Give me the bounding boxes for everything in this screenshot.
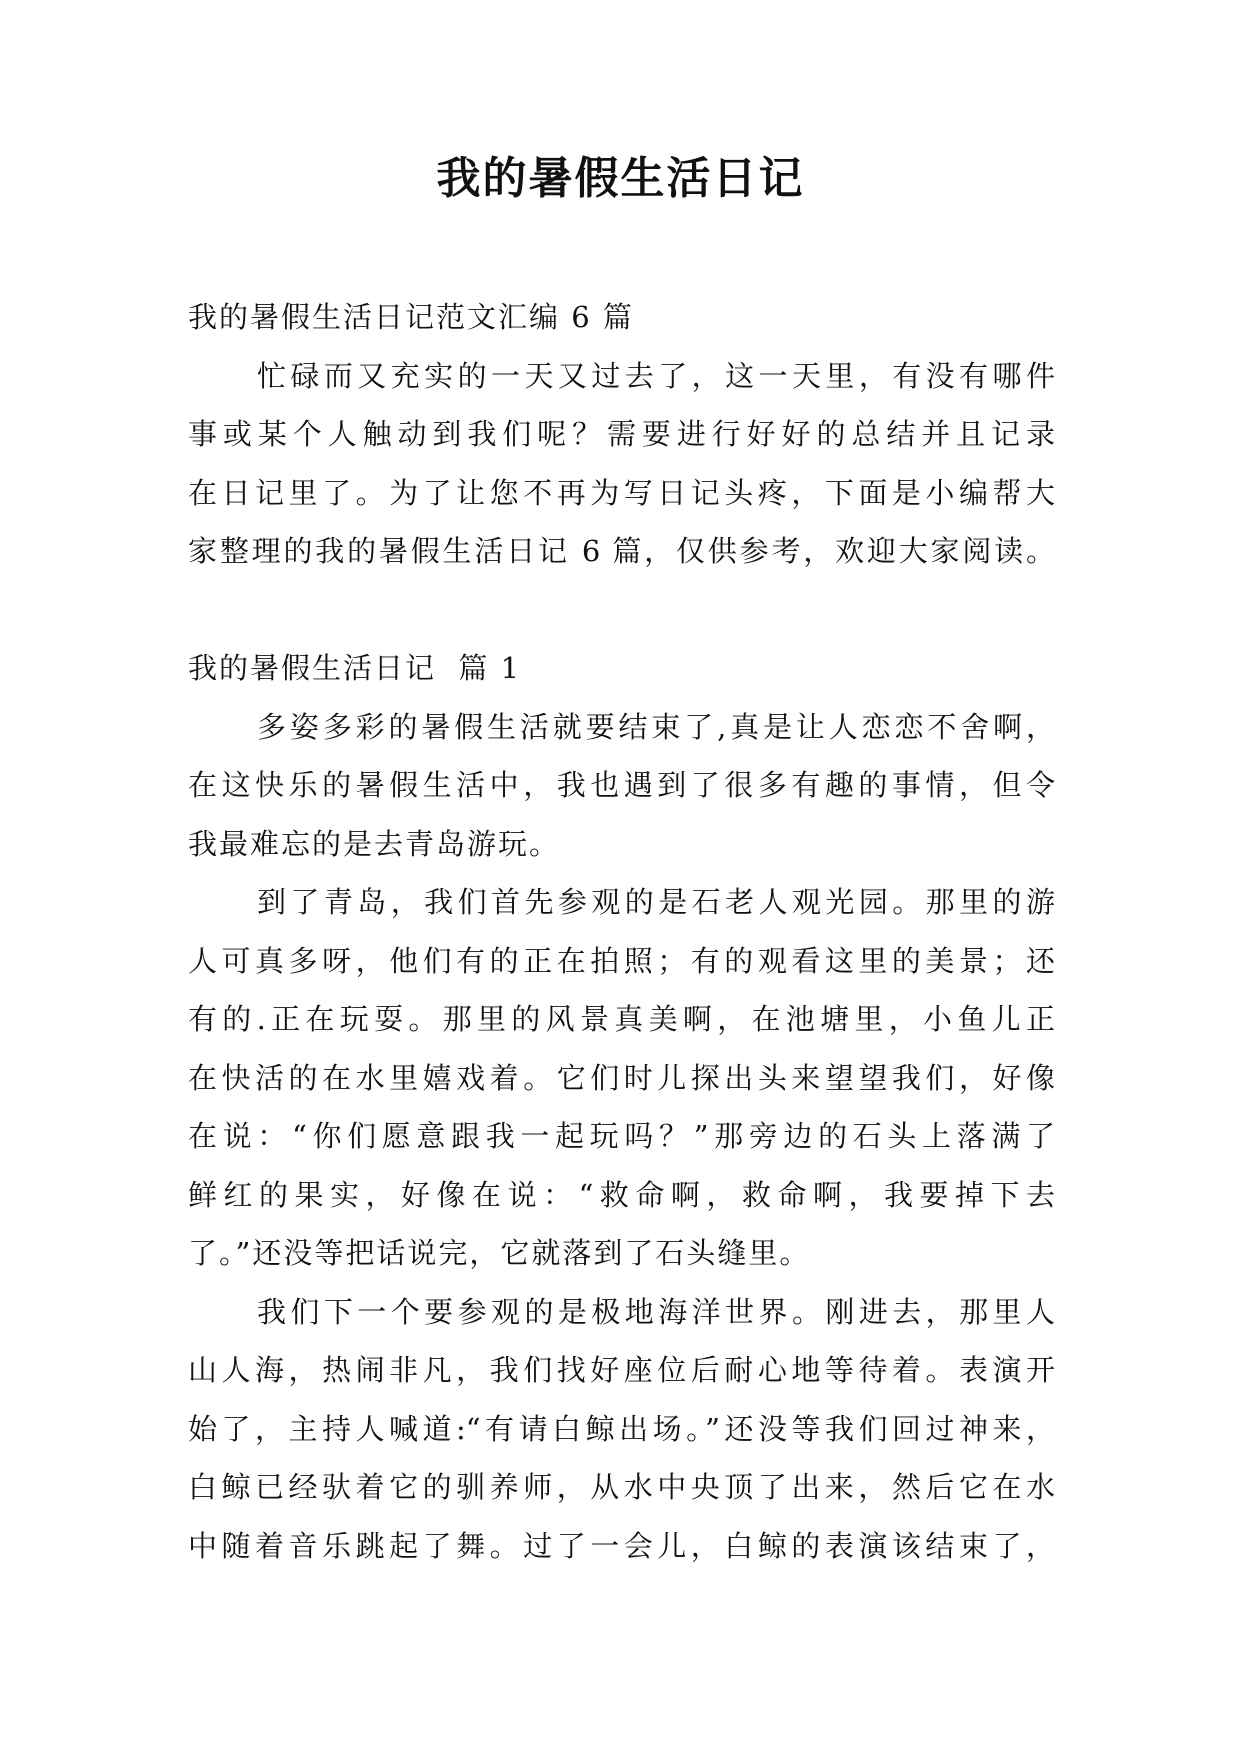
paragraph-line: 我们下一个要参观的是极地海洋世界。刚进去，那里人 xyxy=(257,1294,1055,1329)
paragraph-line: 人可真多呀，他们有的正在拍照；有的观看这里的美景；还 xyxy=(188,943,1055,978)
paragraph-line: 多姿多彩的暑假生活就要结束了,真是让人恋恋不舍啊， xyxy=(257,709,1055,744)
paragraph-line: 中随着音乐跳起了舞。过了一会儿，白鲸的表演该结束了， xyxy=(188,1528,1055,1563)
paragraph-line: 在日记里了。为了让您不再为写日记头疼，下面是小编帮大 xyxy=(188,475,1055,510)
section-paragraph-1 xyxy=(188,698,1055,874)
paragraph-line: 在快活的在水里嬉戏着。它们时儿探出头来望望我们，好像 xyxy=(188,1060,1055,1095)
paragraph-line: 事或某个人触动到我们呢？需要进行好好的总结并且记录 xyxy=(188,417,1055,451)
paragraph-line: 山人海，热闹非凡，我们找好座位后耐心地等待着。表演开 xyxy=(188,1353,1055,1387)
paragraph-line: 忙碌而又充实的一天又过去了，这一天里，有没有哪件 xyxy=(257,358,1055,393)
paragraph-line: 在说：“你们愿意跟我一起玩吗？”那旁边的石头上落满了 xyxy=(188,1119,1055,1153)
paragraph-line: 了。”还没等把话说完，它就落到了石头缝里。 xyxy=(188,1236,811,1270)
paragraph-line: 白鲸已经驮着它的驯养师，从水中央顶了出来，然后它在水 xyxy=(188,1470,1055,1504)
paragraph-line: 我最难忘的是去青岛游玩。 xyxy=(188,826,561,861)
paragraph-line: 有的.正在玩耍。那里的风景真美啊，在池塘里，小鱼儿正 xyxy=(188,1002,1055,1036)
paragraph-line: 始了，主持人喊道:“有请白鲸出场。”还没等我们回过神来， xyxy=(188,1411,1055,1446)
paragraph-line: 到了青岛，我们首先参观的是石老人观光园。那里的游 xyxy=(257,885,1055,919)
section-paragraph-3 xyxy=(188,1283,1055,1576)
paragraph-line: 在这快乐的暑假生活中，我也遇到了很多有趣的事情，但令 xyxy=(188,768,1055,802)
document-body xyxy=(188,288,1055,1575)
section-heading: 我的暑假生活日记 篇 1 xyxy=(188,651,522,685)
paragraph-line: 鲜红的果实，好像在说：“救命啊，救命啊，我要掉下去 xyxy=(188,1177,1055,1212)
section-paragraph-2 xyxy=(188,873,1055,1283)
blank-line xyxy=(188,581,1055,640)
paragraph-line: 家整理的我的暑假生活日记 6 篇，仅供参考，欢迎大家阅读。 xyxy=(188,534,1055,568)
intro-heading: 我的暑假生活日记范文汇编 6 篇 xyxy=(188,300,634,334)
document-title: 我的暑假生活日记 xyxy=(436,153,805,204)
intro-paragraph xyxy=(188,347,1055,581)
